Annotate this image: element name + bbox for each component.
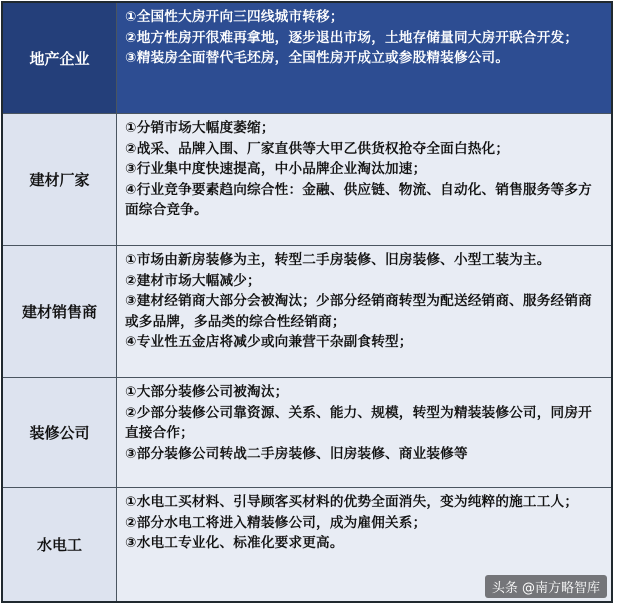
content-cell bbox=[117, 3, 611, 113]
bullet-point: ③部分装修公司转战二手房装修、旧房装修、商业装修等 bbox=[125, 445, 468, 462]
comparison-table bbox=[1, 1, 613, 603]
table-row bbox=[3, 246, 611, 378]
category-cell: 装修公司 bbox=[3, 378, 117, 487]
table-row bbox=[3, 378, 611, 488]
bullet-point: ④专业性五金店将减少或向兼营干杂副食转型； bbox=[125, 334, 413, 350]
bullet-point: ②地方性房开很难再拿地，逐步退出市场，土地存储量同大房开联合开发； bbox=[125, 29, 579, 46]
bullet-point: ①全国性大房开向三四线城市转移； bbox=[125, 9, 344, 25]
table-row bbox=[3, 3, 611, 114]
content-cell bbox=[117, 246, 611, 377]
bullet-point: ②部分水电工将进入精装修公司，成为雇佣关系； bbox=[125, 514, 427, 531]
bullet-point: ③精装房全面替代毛坯房，全国性房开成立或参股精装修公司。 bbox=[125, 50, 510, 66]
watermark: 头条 @南方略智库 bbox=[485, 575, 607, 598]
bullet-point: ①大部分装修公司被淘汰； bbox=[125, 384, 289, 400]
content-cell bbox=[117, 378, 611, 487]
bullet-point: ③行业集中度快速提高，中小品牌企业淘汰加速； bbox=[125, 161, 427, 177]
bullet-point: ③水电工专业化、标准化要求更高。 bbox=[125, 535, 344, 551]
bullet-point: ③建材经销商大部分会被淘汰；少部分经销商转型为配送经销商、服务经销商或多品牌，多品类的综合性经销商； bbox=[125, 293, 592, 330]
category-cell: 建材厂家 bbox=[3, 114, 117, 245]
bullet-point: ②少部分装修公司靠资源、关系、能力、规模，转型为精装装修公司，同房开直接合作； bbox=[125, 404, 592, 441]
category-cell: 建材销售商 bbox=[3, 246, 117, 377]
bullet-point: ②建材市场大幅减少； bbox=[125, 272, 261, 289]
category-cell: 地产企业 bbox=[3, 3, 117, 113]
bullet-point: ②战采、品牌入围、厂家直供等大甲乙供货权抢夺全面白热化； bbox=[125, 140, 510, 157]
category-cell: 水电工 bbox=[3, 488, 117, 601]
bullet-point: ①水电工买材料、引导顾客买材料的优势全面消失，变为纯粹的施工工人； bbox=[125, 494, 579, 510]
bullet-point: ①分销市场大幅度萎缩； bbox=[125, 120, 275, 136]
table-row bbox=[3, 114, 611, 246]
bullet-point: ④行业竞争要素趋向综合性：金融、供应链、物流、自动化、销售服务等多方面综合竞争。 bbox=[125, 181, 592, 218]
content-cell bbox=[117, 114, 611, 245]
bullet-point: ①市场由新房装修为主，转型二手房装修、旧房装修、小型工装为主。 bbox=[125, 252, 551, 268]
